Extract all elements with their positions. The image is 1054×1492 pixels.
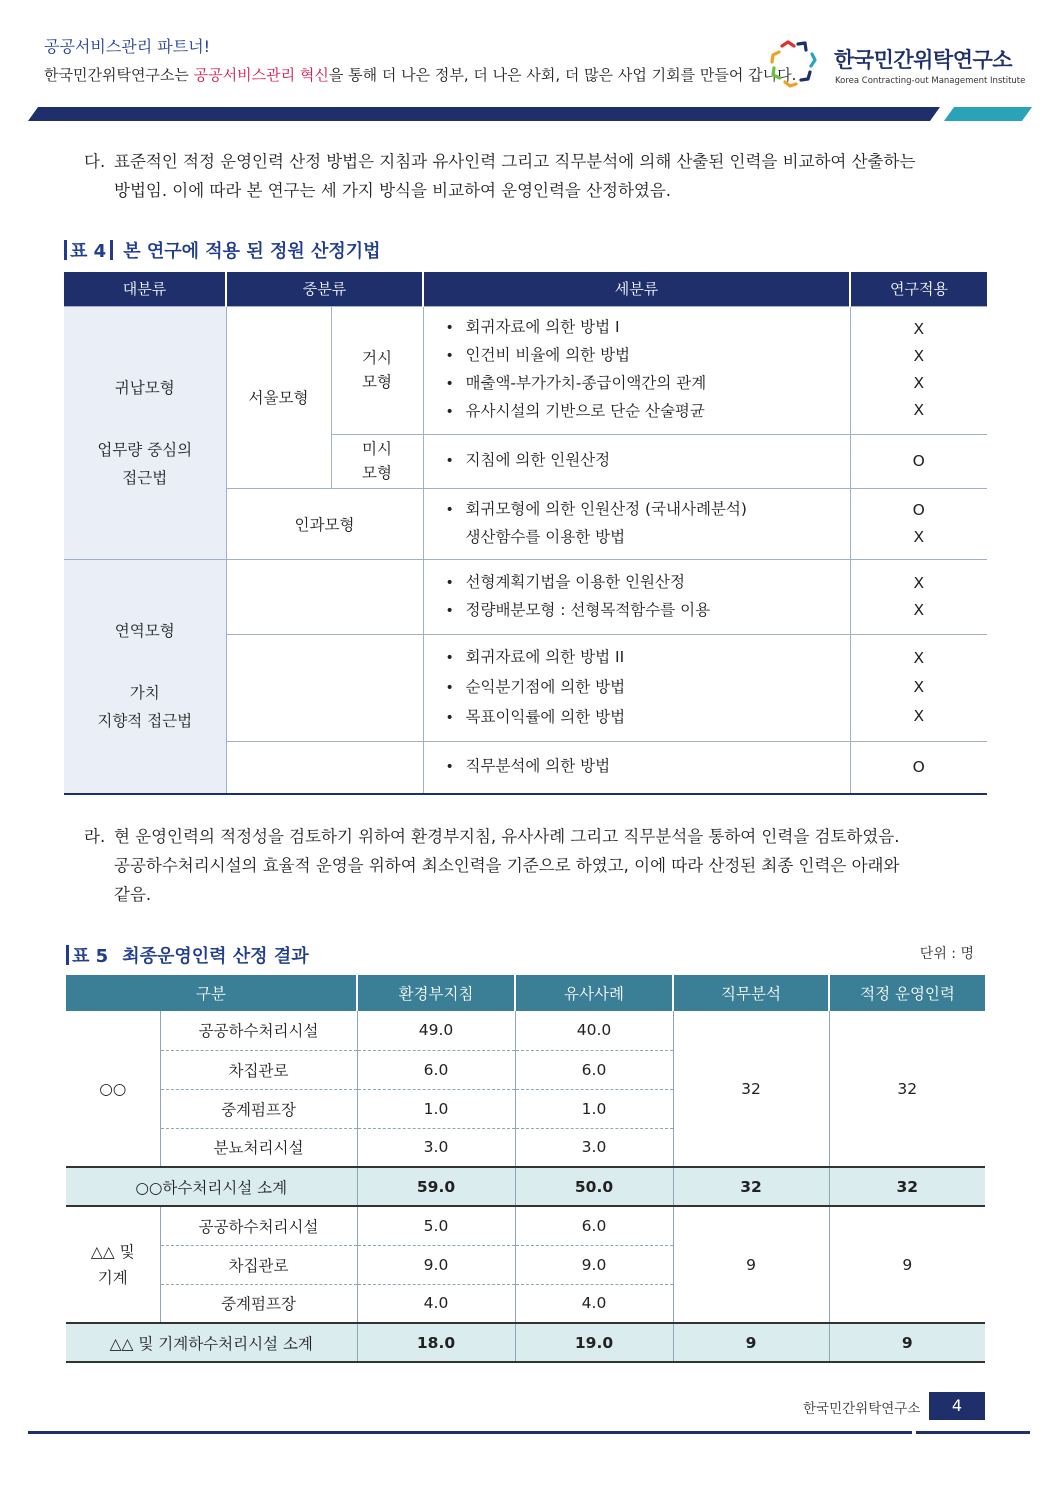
apply-mark: X (913, 649, 925, 667)
row-name: 차집관로 (160, 1245, 357, 1284)
causal-apply (850, 488, 987, 559)
subtotal-sim: 50.0 (515, 1167, 673, 1206)
title-bar-icon (64, 240, 67, 260)
page-number: 4 (929, 1392, 985, 1420)
list-item: • 선형계획기법을 이용한 인원산정 (446, 569, 850, 597)
subtotal-sim: 19.0 (515, 1323, 673, 1362)
list-item: • 직무분석에 의한 방법 (446, 753, 850, 781)
category-deductive (64, 559, 226, 794)
org-logo (768, 38, 1026, 94)
paragraph-line: 방법임. 이에 따라 본 연구는 세 가지 방식을 비교하여 운영인력을 산정하였음. (114, 181, 672, 200)
table5-header: 구분 (66, 975, 357, 1011)
subline-text-pre: 한국민간위탁연구소는 (44, 66, 194, 84)
job-value: 9 (673, 1206, 829, 1323)
table5-number: 표 5 (72, 946, 109, 967)
row-name: 차집관로 (160, 1050, 357, 1089)
env-value: 49.0 (357, 1011, 515, 1050)
sim-value: 6.0 (515, 1050, 673, 1089)
macro-label: 모형 (362, 373, 392, 391)
list-item: • 순익분기점에 의한 방법 (446, 673, 850, 703)
footer-divider (916, 1431, 1030, 1434)
list-item: • 매출액-부가가치-종급이액간의 관계 (446, 370, 850, 398)
table5-header-row (66, 975, 985, 1011)
list-item: • 회귀자료에 의한 방법 II (446, 643, 850, 673)
macro-model (331, 306, 423, 434)
causal-items (423, 488, 850, 559)
apply-mark: X (913, 573, 925, 592)
table4-header-row (64, 272, 987, 306)
list-item-continued: 생산함수를 이용한 방법 (465, 528, 626, 546)
spacer (64, 402, 226, 436)
ded3-items (423, 741, 850, 794)
table5-header: 적정 운영인력 (829, 975, 985, 1011)
table-row (66, 1011, 985, 1050)
footer-org-name: 한국민간위탁연구소 (803, 1401, 921, 1417)
category-label: 접근법 (122, 468, 168, 487)
micro-label: 모형 (362, 464, 392, 482)
micro-label: 미시 (362, 440, 392, 458)
title-bar-icon (66, 945, 69, 965)
apply-mark: X (913, 678, 925, 696)
macro-label: 거시 (362, 349, 392, 367)
paragraph-line: 표준적인 적정 운영인력 산정 방법은 지침과 유사인력 그리고 직무분석에 의해 산출된 인력을 비교하여 산출하는 (114, 152, 916, 171)
table4-header: 중분류 (226, 272, 423, 306)
table-row (64, 559, 987, 634)
subtotal-name: ○○하수처리시설 소계 (66, 1167, 357, 1206)
subline-highlight: 공공서비스관리 혁신 (193, 66, 329, 84)
category-inductive (64, 306, 226, 559)
subtotal-job: 9 (673, 1323, 829, 1362)
subline-text-post: 을 통해 더 나은 정부, 더 나은 사회, 더 많은 사업 기회를 만들어 갑니다. (328, 66, 797, 84)
table-row (66, 1206, 985, 1245)
seoul-model: 서울모형 (226, 306, 331, 488)
subtotal-row (66, 1167, 985, 1206)
group-label: ○○ (66, 1011, 160, 1167)
paragraph-da (84, 147, 987, 205)
group-label (66, 1206, 160, 1323)
sim-value: 6.0 (515, 1206, 673, 1245)
sim-value: 9.0 (515, 1245, 673, 1284)
env-value: 6.0 (357, 1050, 515, 1089)
sim-value: 40.0 (515, 1011, 673, 1050)
sim-value: 4.0 (515, 1284, 673, 1323)
paragraph-line: 공공하수처리시설의 효율적 운영을 위하여 최소인력을 기준으로 하였고, 이에 따라 산정된 최종 인력은 아래와 (114, 856, 900, 875)
page-header (0, 0, 1054, 125)
unit-label: 단위 : 명 (919, 946, 974, 962)
table5-header: 환경부지침 (357, 975, 515, 1011)
apply-mark: X (913, 600, 925, 619)
empty-cell (226, 741, 423, 794)
header-subline (44, 64, 796, 85)
table5-title (66, 942, 309, 968)
proper-value: 32 (897, 1079, 918, 1098)
subtotal-proper: 9 (829, 1323, 985, 1362)
row-name: 공공하수처리시설 (160, 1206, 357, 1245)
sim-value: 1.0 (515, 1089, 673, 1128)
subtotal-name: △△ 및 기계하수처리시설 소계 (66, 1323, 357, 1362)
paragraph-marker: 라. (84, 827, 106, 846)
table4-caption: 본 연구에 적용 된 정원 산정기법 (123, 241, 381, 262)
category-label: 귀납모형 (114, 378, 175, 397)
row-name: 중계펌프장 (160, 1089, 357, 1128)
list-item: • 인건비 비율에 의한 방법 (446, 342, 850, 370)
table4-title (64, 237, 381, 263)
header-divider-bar (28, 107, 1032, 121)
empty-cell (226, 559, 423, 634)
subtotal-row (66, 1323, 985, 1362)
ded3-apply: O (850, 741, 987, 794)
row-name: 중계펌프장 (160, 1284, 357, 1323)
empty-cell (226, 634, 423, 741)
table-row (64, 306, 987, 434)
list-item: • 유사시설의 기반으로 단순 산술평균 (446, 398, 850, 426)
apply-mark: X (913, 527, 925, 546)
footer-divider (28, 1431, 912, 1434)
paragraph-line: 현 운영인력의 적정성을 검토하기 위하여 환경부지침, 유사사례 그리고 직무분석을 통하여 인력을 검토하였음. (114, 827, 900, 846)
macro-apply (850, 306, 987, 434)
apply-mark: X (913, 401, 925, 419)
row-name: 공공하수처리시설 (160, 1011, 357, 1050)
header-tagline: 공공서비스관리 파트너! (44, 37, 211, 56)
list-item: • 회귀자료에 의한 방법 I (446, 314, 850, 342)
causal-model: 인과모형 (226, 488, 423, 559)
list-item: • 목표이익률에 의한 방법 (446, 703, 850, 733)
ded1-items (423, 559, 850, 634)
category-label: 업무량 중심의 (97, 440, 193, 459)
proper-value: 9 (902, 1255, 913, 1274)
env-value: 4.0 (357, 1284, 515, 1323)
micro-model (331, 434, 423, 488)
subtotal-proper: 32 (829, 1167, 985, 1206)
group-label-line: 기계 (97, 1268, 128, 1287)
paragraph-marker: 다. (84, 152, 106, 171)
env-value: 5.0 (357, 1206, 515, 1245)
category-label: 연역모형 (114, 622, 175, 641)
logo-subtitle: Korea Contracting-out Management Institute (835, 76, 1026, 86)
category-label: 가치 (129, 684, 160, 703)
table5-header: 직무분석 (673, 975, 829, 1011)
table4-header: 세분류 (423, 272, 850, 306)
category-label: 지향적 접근법 (97, 712, 193, 731)
job-value: 32 (673, 1011, 829, 1167)
subtotal-env: 59.0 (357, 1167, 515, 1206)
env-value: 1.0 (357, 1089, 515, 1128)
apply-mark: X (913, 374, 925, 392)
subtotal-env: 18.0 (357, 1323, 515, 1362)
ded2-items (423, 634, 850, 741)
micro-apply: O (850, 434, 987, 488)
group-label-line: △△ 및 (90, 1242, 135, 1261)
paragraph-line: 같음. (114, 885, 152, 904)
paragraph-ra (84, 822, 987, 909)
table4-header: 연구적용 (850, 272, 987, 306)
env-value: 3.0 (357, 1128, 515, 1167)
list-item: • 지침에 의한 인원산정 (446, 447, 850, 475)
table4 (64, 272, 987, 795)
list-item: • 회귀모형에 의한 인원산정 (국내사례분석) (446, 496, 850, 524)
apply-mark: X (913, 707, 925, 725)
star-logo-icon (768, 38, 820, 90)
list-item: • 정량배분모형 : 선형목적함수를 이용 (446, 597, 850, 625)
ded1-apply (850, 559, 987, 634)
row-name: 분뇨처리시설 (160, 1128, 357, 1167)
table4-header: 대분류 (64, 272, 226, 306)
env-value: 9.0 (357, 1245, 515, 1284)
apply-mark: O (912, 500, 925, 519)
table5-caption: 최종운영인력 산정 결과 (122, 946, 309, 967)
ded2-apply (850, 634, 987, 741)
table4-number: 표 4 (70, 241, 107, 262)
macro-items (423, 306, 850, 434)
micro-items (423, 434, 850, 488)
logo-title: 한국민간위탁연구소 (834, 48, 1013, 72)
table5-header: 유사사례 (515, 975, 673, 1011)
apply-mark: X (913, 320, 925, 338)
subtotal-job: 32 (673, 1167, 829, 1206)
apply-mark: X (913, 347, 925, 365)
table5 (66, 975, 985, 1363)
sim-value: 3.0 (515, 1128, 673, 1167)
title-separator (110, 240, 113, 260)
spacer (64, 645, 226, 679)
